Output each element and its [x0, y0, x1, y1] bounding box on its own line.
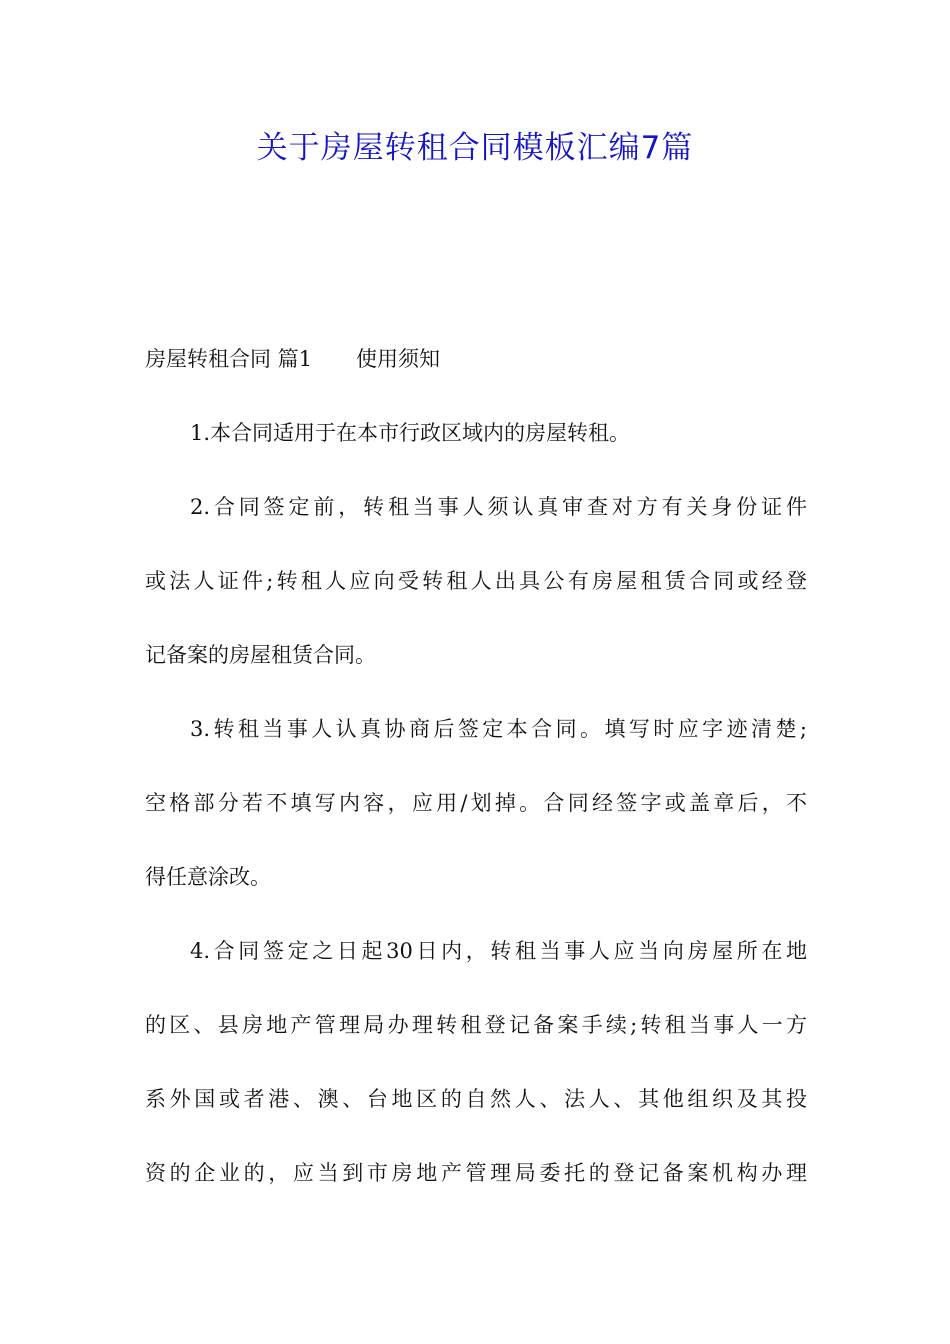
paragraph-line: 记备案的房屋租赁合同。 — [145, 643, 376, 667]
paragraph-line: 空格部分若不填写内容，应用/划掉。合同经签字或盖章后，不 — [145, 791, 807, 815]
paragraph-line: 得任意涂改。 — [145, 865, 271, 889]
document-title: 关于房屋转租合同模板汇编7篇 — [256, 130, 694, 166]
paragraph-line: 或法人证件;转租人应向受转租人出具公有房屋租赁合同或经登 — [145, 569, 807, 593]
document-body — [145, 341, 807, 1229]
paragraph-line: 的区、县房地产管理局办理转租登记备案手续;转租当事人一方 — [145, 1013, 807, 1037]
section-heading-subtitle: 使用须知 — [356, 347, 441, 371]
section-heading-label: 房屋转租合同 篇1 — [145, 347, 313, 371]
paragraph-line: 4.合同签定之日起30日内，转租当事人应当向房屋所在地 — [190, 939, 807, 963]
paragraph-line: 资的企业的，应当到市房地产管理局委托的登记备案机构办理 — [145, 1161, 807, 1185]
paragraph-line: 1.本合同适用于在本市行政区域内的房屋转租。 — [190, 421, 631, 445]
section-heading — [145, 341, 807, 378]
paragraph-line: 2.合同签定前，转租当事人须认真审查对方有关身份证件 — [190, 495, 807, 519]
paragraph-line: 系外国或者港、澳、台地区的自然人、法人、其他组织及其投 — [145, 1087, 807, 1111]
paragraph-line: 3.转租当事人认真协商后签定本合同。填写时应字迹清楚; — [190, 717, 807, 741]
